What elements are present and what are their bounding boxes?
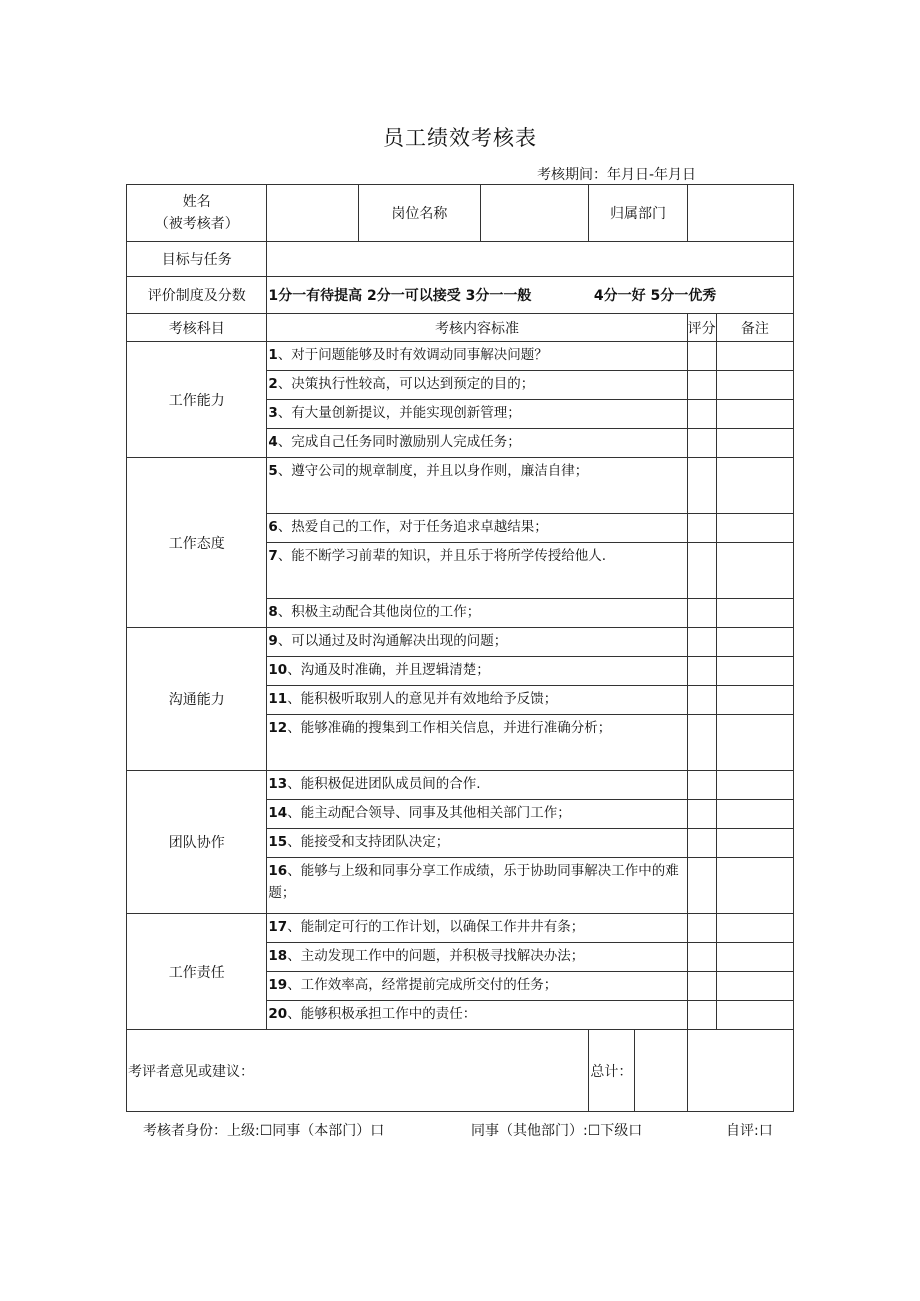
remark-cell[interactable] [716,657,793,686]
score-cell[interactable] [687,715,716,771]
name-label-cell [127,185,267,242]
score-cell[interactable] [687,429,716,458]
criterion-description: 、对于问题能够及时有效调动同事解决问题？ [277,347,548,363]
criterion-number: 12 [268,720,288,736]
peer-other-options[interactable]: 同事（其他部门）:☐下级口 [471,1123,643,1139]
remark-cell[interactable] [716,771,793,800]
remark-cell[interactable] [716,599,793,628]
col-score-header: 评分 [687,314,716,342]
criterion-description: 、能够准确的搜集到工作相关信息，并进行准确分析； [287,720,612,736]
criterion-text [267,715,687,771]
col-remark-header: 备注 [716,314,793,342]
score-cell[interactable] [687,686,716,715]
goals-label: 目标与任务 [127,242,267,277]
criterion-text [267,686,687,715]
criterion-description: 、能够与上级和同事分享工作成绩，乐于协助同事解决工作中的难题； [268,863,679,901]
criterion-number: 15 [268,834,288,850]
position-value-cell[interactable] [481,185,589,242]
criterion-number: 4 [268,434,278,450]
criterion-number: 13 [268,776,288,792]
criterion-description: 、积极主动配合其他岗位的工作； [277,604,481,620]
score-cell[interactable] [687,858,716,914]
criterion-description: 、可以通过及时沟通解决出现的问题； [277,633,508,649]
category-label: 沟通能力 [127,628,267,771]
criterion-number: 7 [268,548,278,564]
name-label-sub: （被考核者） [154,216,239,232]
score-cell[interactable] [687,771,716,800]
identity-options[interactable]: 考核者身份：上级:☐同事（本部门）口 [143,1123,385,1139]
criterion-description: 、能制定可行的工作计划，以确保工作井井有条； [287,919,585,935]
performance-table [126,184,794,1112]
criterion-number: 5 [268,463,278,479]
score-cell[interactable] [687,800,716,829]
score-cell[interactable] [687,400,716,429]
category-label: 工作责任 [127,914,267,1030]
criterion-number: 14 [268,805,288,821]
score-cell[interactable] [687,458,716,514]
remark-cell[interactable] [716,514,793,543]
category-label: 团队协作 [127,771,267,914]
criterion-text [267,543,687,599]
criterion-number: 3 [268,405,278,421]
score-cell[interactable] [687,628,716,657]
criterion-text [267,371,687,400]
remark-cell[interactable] [716,972,793,1001]
criterion-description: 、遵守公司的规章制度，并且以身作则，廉洁自律； [277,463,589,479]
remark-cell[interactable] [716,400,793,429]
criterion-text [267,771,687,800]
criterion-description: 、能接受和支持团队决定； [287,834,450,850]
rating-label: 评价制度及分数 [127,277,267,314]
remark-cell[interactable] [716,543,793,599]
col-subject-header: 考核科目 [127,314,267,342]
criterion-number: 16 [268,863,288,879]
score-cell[interactable] [687,342,716,371]
remark-cell[interactable] [716,943,793,972]
total-spacer [635,1030,687,1112]
criterion-number: 6 [268,519,278,535]
criterion-number: 2 [268,376,278,392]
rating-scale-part1: 1分一有待提高 2分一可以接受 3分一一般 [268,288,532,304]
criterion-text [267,458,687,514]
category-label: 工作态度 [127,458,267,628]
name-label: 姓名 [182,194,211,210]
criterion-number: 19 [268,977,288,993]
criterion-number: 20 [268,1006,288,1022]
assessment-period: 考核期间：年月日-年月日 [537,167,697,183]
remark-cell[interactable] [716,914,793,943]
total-value-cell[interactable] [687,1030,793,1112]
criterion-description: 、能不断学习前辈的知识，并且乐于将所学传授给他人. [277,548,607,564]
criterion-description: 、能够积极承担工作中的责任： [287,1006,477,1022]
criterion-text [267,342,687,371]
department-label: 归属部门 [589,185,687,242]
col-standard-header: 考核内容标准 [267,314,687,342]
remark-cell[interactable] [716,429,793,458]
criterion-number: 11 [268,691,288,707]
criterion-text [267,514,687,543]
self-option[interactable]: 自评:口 [726,1123,773,1139]
criterion-text [267,1001,687,1030]
score-cell[interactable] [687,371,716,400]
remark-cell[interactable] [716,715,793,771]
score-cell[interactable] [687,599,716,628]
criterion-number: 18 [268,948,288,964]
score-cell[interactable] [687,657,716,686]
criterion-text [267,628,687,657]
rating-scale-part2: 4分一好 5分一优秀 [593,288,717,304]
criterion-text [267,657,687,686]
criterion-number: 17 [268,919,288,935]
criterion-text [267,858,687,914]
criterion-text [267,599,687,628]
comments-label[interactable]: 考评者意见或建议： [127,1030,589,1112]
criterion-text [267,800,687,829]
remark-cell[interactable] [716,829,793,858]
criterion-description: 、热爱自己的工作，对于任务追求卓越结果； [277,519,548,535]
remark-cell[interactable] [716,686,793,715]
criterion-description: 、能积极听取别人的意见并有效地给予反馈； [287,691,558,707]
position-label: 岗位名称 [358,185,480,242]
criterion-number: 9 [268,633,278,649]
remark-cell[interactable] [716,800,793,829]
criterion-description: 、有大量创新提议，并能实现创新管理； [277,405,521,421]
criterion-text [267,429,687,458]
page-title: 员工绩效考核表 [383,126,537,150]
goals-value-cell[interactable] [267,242,794,277]
total-label: 总计： [589,1030,635,1112]
rating-scale [267,277,794,314]
score-cell[interactable] [687,514,716,543]
remark-cell[interactable] [716,371,793,400]
criterion-description: 、能积极促进团队成员间的合作. [287,776,481,792]
remark-cell[interactable] [716,1001,793,1030]
criterion-text [267,829,687,858]
criterion-description: 、主动发现工作中的问题，并积极寻找解决办法； [287,948,585,964]
score-cell[interactable] [687,543,716,599]
category-label: 工作能力 [127,342,267,458]
criterion-text [267,972,687,1001]
criterion-description: 、能主动配合领导、同事及其他相关部门工作； [287,805,571,821]
criterion-description: 、沟通及时准确，并且逻辑清楚； [287,662,490,678]
criterion-description: 、完成自己任务同时激励别人完成任务； [277,434,521,450]
criterion-number: 1 [268,347,278,363]
score-cell[interactable] [687,914,716,943]
remark-cell[interactable] [716,628,793,657]
score-cell[interactable] [687,972,716,1001]
department-value-cell[interactable] [687,185,793,242]
score-cell[interactable] [687,829,716,858]
score-cell[interactable] [687,1001,716,1030]
criterion-text [267,914,687,943]
criterion-number: 10 [268,662,288,678]
criterion-description: 、工作效率高，经常提前完成所交付的任务； [287,977,558,993]
remark-cell[interactable] [716,458,793,514]
score-cell[interactable] [687,943,716,972]
criterion-text [267,400,687,429]
remark-cell[interactable] [716,342,793,371]
criterion-text [267,943,687,972]
name-value-cell[interactable] [267,185,358,242]
criterion-description: 、决策执行性较高，可以达到预定的目的； [277,376,535,392]
remark-cell[interactable] [716,858,793,914]
criterion-number: 8 [268,604,278,620]
